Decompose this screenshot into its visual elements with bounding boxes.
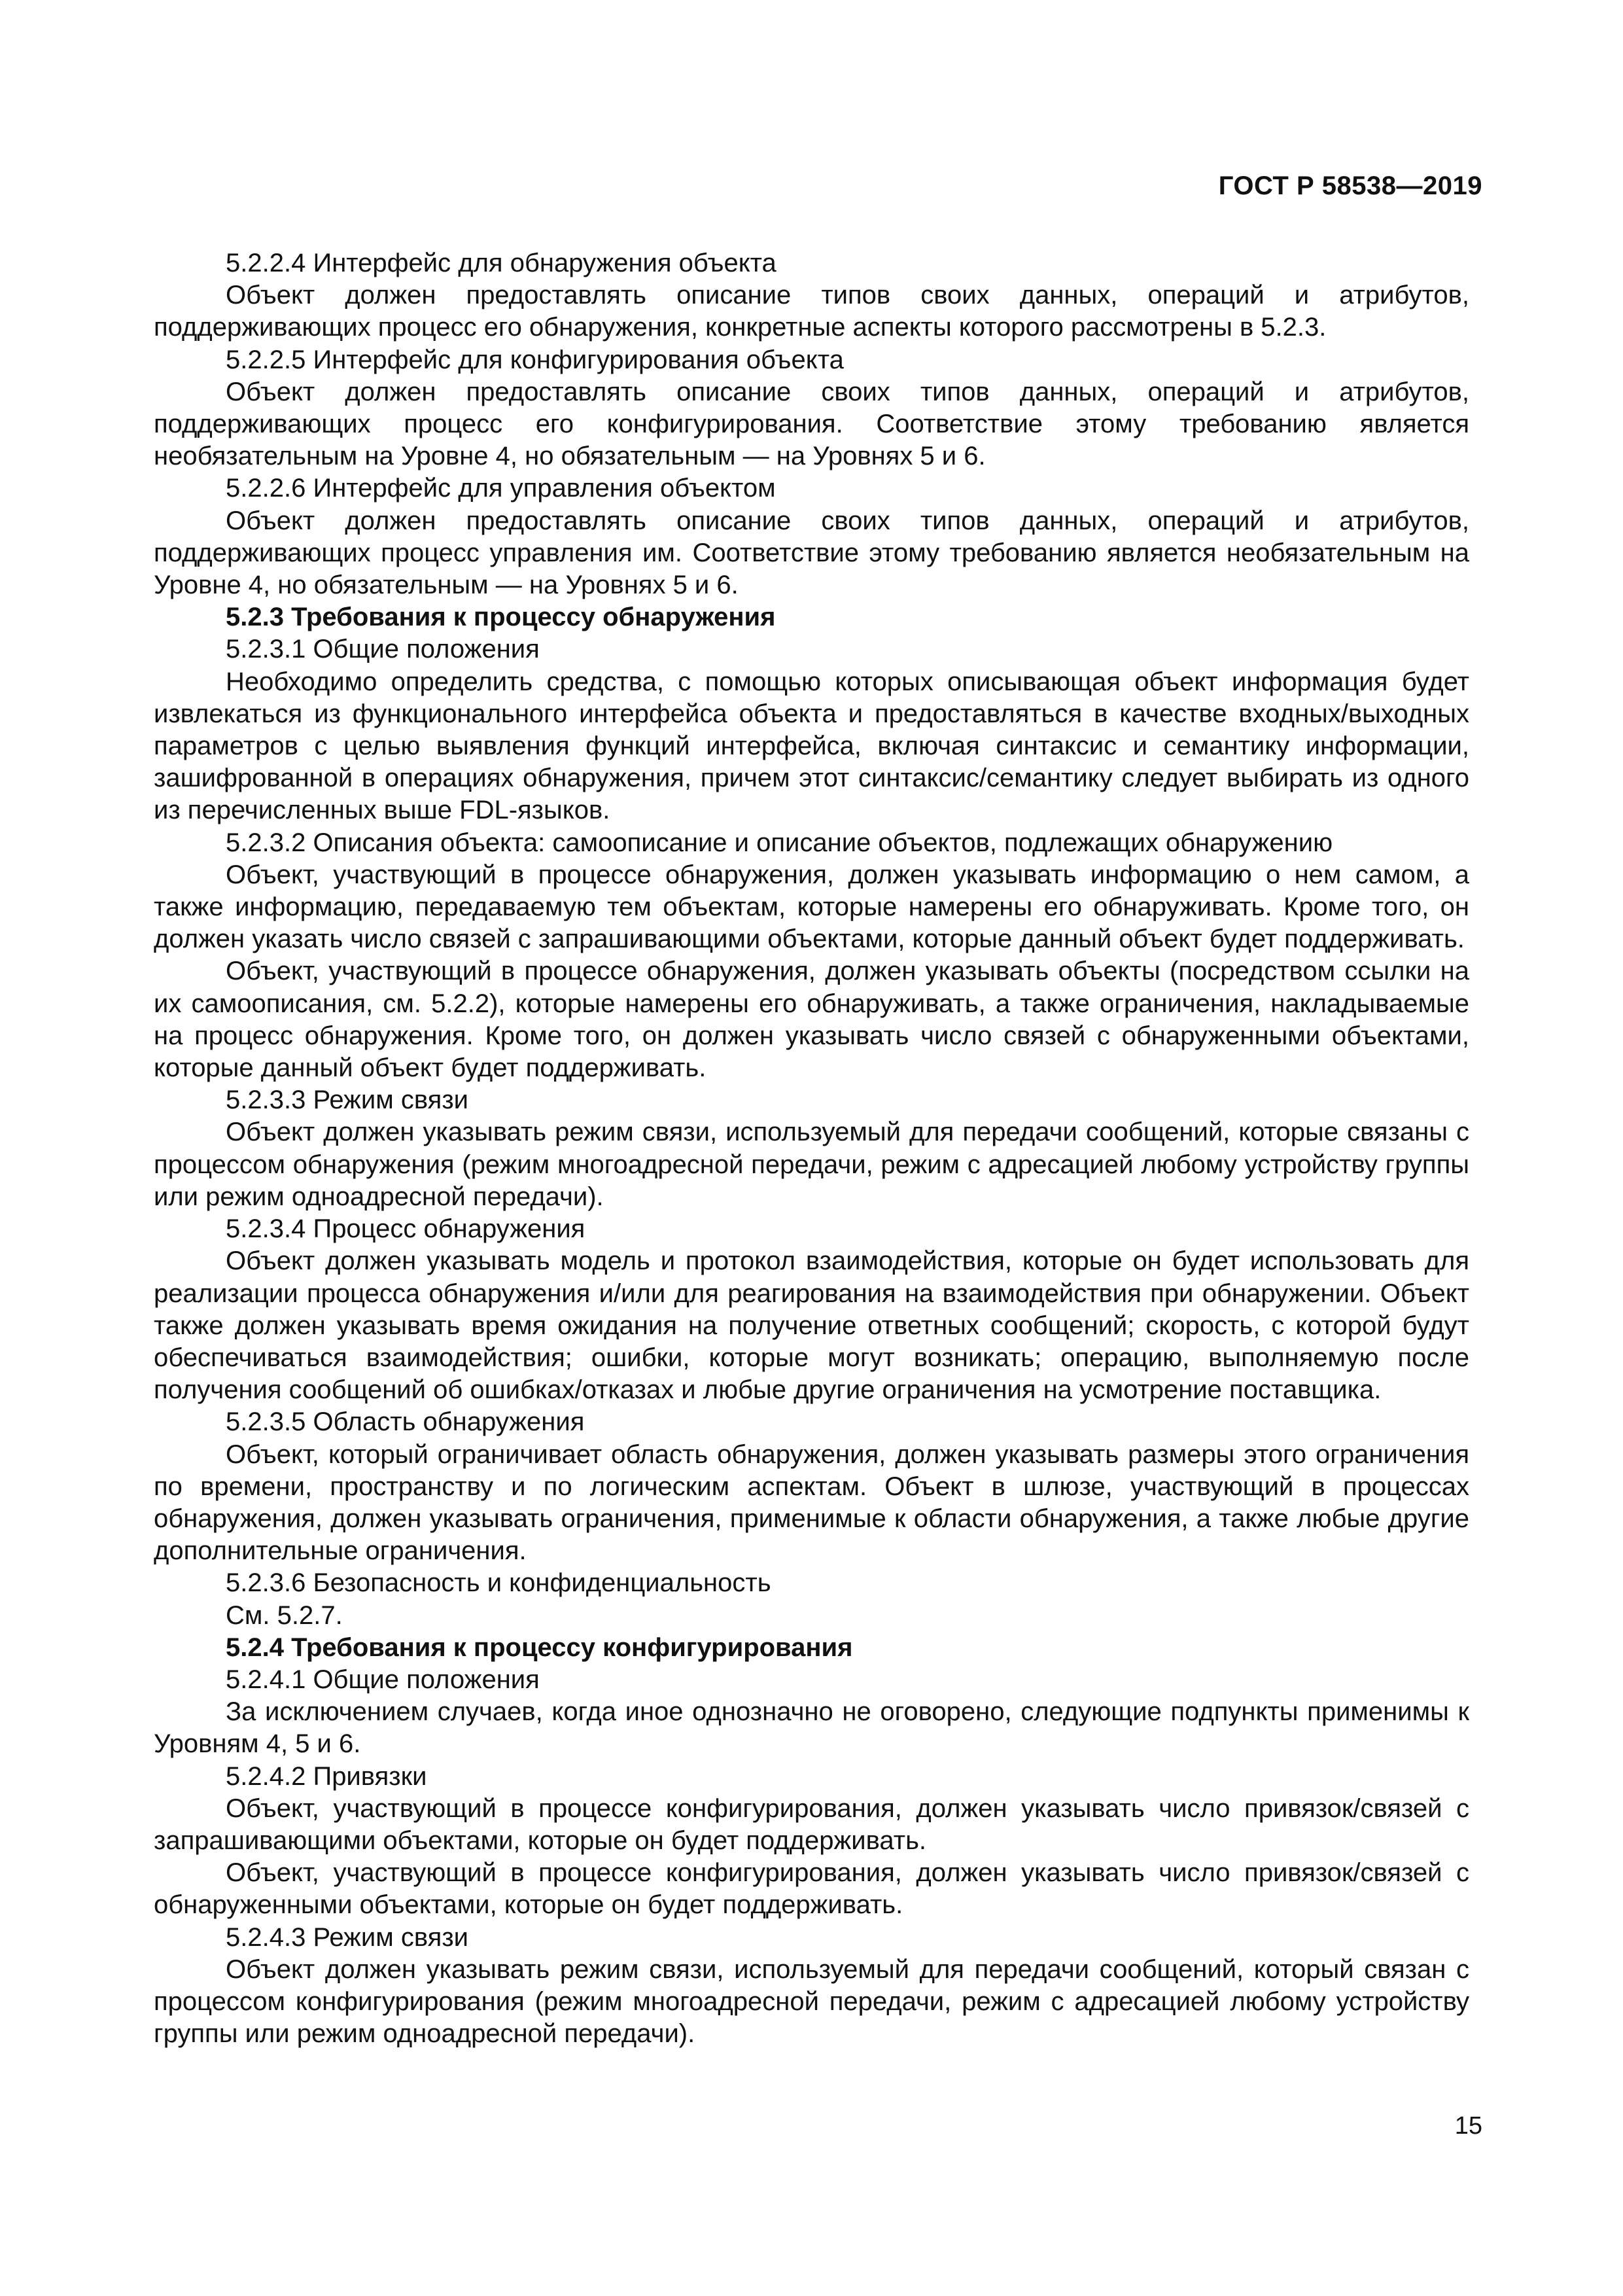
document-code-header: ГОСТ Р 58538—2019 <box>1218 171 1482 200</box>
clause-heading-5-2-2-4: 5.2.2.4 Интерфейс для обнаружения объекта <box>226 249 777 277</box>
body-paragraph: Необходимо определить средства, с помощью которых описывающая объект информация будет извлекаться из функционального интерфейса объекта и предоставляться в качестве входных/выходных параметров с целью выявления функций интерфейса, включая синтаксис и семантику информации, зашифрованной в операциях обнаружения, причем этот синтаксис/семантику следует выбирать из одного из перечисленных выше FDL-языков. <box>154 667 1469 825</box>
clause-heading-5-2-3-2: 5.2.3.2 Описания объекта: самоописание и описание объектов, подлежащих обнаружению <box>226 828 1333 857</box>
body-paragraph: Объект должен указывать модель и протокол взаимодействия, которые он будет использовать для реализации процесса обнаружения и/или для реагирования на взаимодействия при обнаружении. Объект также должен указывать время ожидания на получение ответных сообщений; скорость, с которой будут обеспечиваться взаимодействия; ошибки, которые могут возникать; операцию, выполняемую после получения сообщений об ошибках/отказах и любые другие ограничения на усмотрение поставщика. <box>154 1246 1469 1405</box>
body-paragraph: Объект, который ограничивает область обнаружения, должен указывать размеры этого ограничения по времени, пространству и по логическим аспектам. Объект в шлюзе, участвующий в процессах обнаружения, должен указывать ограничения, применимые к области обнаружения, а также любые другие дополнительные ограничения. <box>154 1439 1469 1566</box>
body-paragraph: Объект должен предоставлять описание типов своих данных, операций и атрибутов, поддерживающих процесс его обнаружения, конкретные аспекты которого рассмотрены в 5.2.3. <box>154 281 1469 342</box>
body-paragraph: Объект, участвующий в процессе обнаружения, должен указывать информацию о нем самом, а также информацию, передаваемую тем объектам, которые намерены его обнаруживать. Кроме того, он должен указать число связей с запрашивающими объектами, которые данный объект будет поддерживать. <box>154 860 1469 954</box>
body-paragraph: Объект, участвующий в процессе обнаружения, должен указывать объекты (посредством ссылки на их самоописания, см. 5.2.2), которые намерены его обнаруживать, а также ограничения, накладываемые на процесс обнаружения. Кроме того, он должен указывать число связей с обнаруженными объектами, которые данный объект будет поддерживать. <box>154 957 1469 1083</box>
body-paragraph: Объект должен предоставлять описание своих типов данных, операций и атрибутов, поддерживающих процесс его конфигурирования. Соответствие этому требованию является необязательным на Уровне 4, но обязательным — на Уровнях 5 и 6. <box>154 377 1469 471</box>
section-heading-5-2-4: 5.2.4 Требования к процессу конфигурирования <box>226 1633 853 1662</box>
body-paragraph: За исключением случаев, когда иное однозначно не оговорено, следующие подпункты применимы к Уровням 4, 5 и 6. <box>154 1697 1469 1759</box>
document-body <box>154 247 1469 2050</box>
clause-heading-5-2-3-4: 5.2.3.4 Процесс обнаружения <box>226 1214 585 1244</box>
body-paragraph: Объект должен указывать режим связи, используемый для передачи сообщений, которые связаны с процессом обнаружения (режим многоадресной передачи, режим с адресацией любому устройству группы или режим одноадресной передачи). <box>154 1118 1469 1211</box>
page-number: 15 <box>1454 2112 1482 2140</box>
clause-heading-5-2-3-6: 5.2.3.6 Безопасность и конфиденциальность <box>226 1568 771 1598</box>
body-paragraph: Объект должен указывать режим связи, используемый для передачи сообщений, который связан с процессом конфигурирования (режим многоадресной передачи, режим с адресацией любому устройству группы или режим одноадресной передачи). <box>154 1954 1469 2049</box>
clause-heading-5-2-4-1: 5.2.4.1 Общие положения <box>226 1665 540 1694</box>
clause-heading-5-2-3-3: 5.2.3.3 Режим связи <box>226 1086 469 1115</box>
clause-heading-5-2-2-5: 5.2.2.5 Интерфейс для конфигурирования объекта <box>226 345 844 374</box>
body-paragraph: Объект должен предоставлять описание своих типов данных, операций и атрибутов, поддерживающих процесс управления им. Соответствие этому требованию является необязательным на Уровне 4, но обязательным — на Уровнях 5 и 6. <box>154 506 1469 600</box>
clause-heading-5-2-3-5: 5.2.3.5 Область обнаружения <box>226 1407 585 1437</box>
section-heading-5-2-3: 5.2.3 Требования к процессу обнаружения <box>226 603 776 632</box>
body-paragraph: Объект, участвующий в процессе конфигурирования, должен указывать число привязок/связей с обнаруженными объектами, которые он будет поддерживать. <box>154 1858 1469 1920</box>
cross-reference: См. 5.2.7. <box>226 1600 343 1630</box>
body-paragraph: Объект, участвующий в процессе конфигурирования, должен указывать число привязок/связей с запрашивающими объектами, которые он будет поддерживать. <box>154 1793 1469 1855</box>
clause-heading-5-2-4-3: 5.2.4.3 Режим связи <box>226 1922 469 1952</box>
clause-heading-5-2-2-6: 5.2.2.6 Интерфейс для управления объектом <box>226 474 776 503</box>
clause-heading-5-2-3-1: 5.2.3.1 Общие положения <box>226 635 540 664</box>
clause-heading-5-2-4-2: 5.2.4.2 Привязки <box>226 1761 427 1791</box>
